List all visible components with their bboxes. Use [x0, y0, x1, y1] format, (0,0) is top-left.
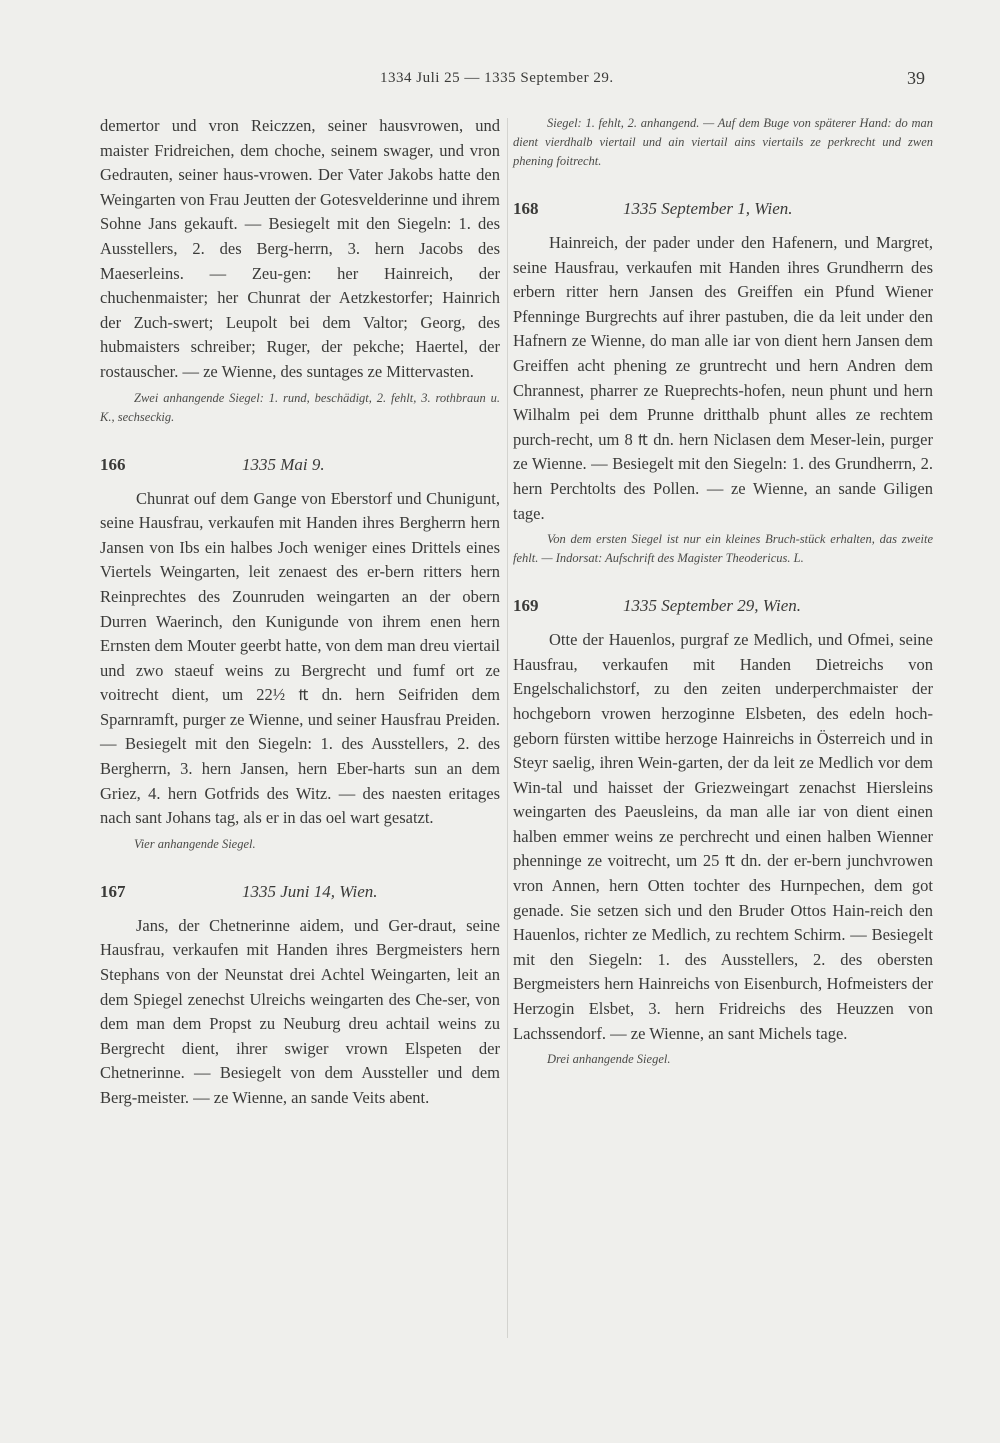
entry-date: 1335 September 1, Wien.: [623, 199, 793, 218]
entry-date: 1335 Mai 9.: [242, 454, 325, 474]
running-head-dates: 1334 Juli 25 — 1335 September 29.: [380, 70, 614, 86]
page-number: 39: [907, 68, 925, 88]
column-divider: [507, 118, 508, 1338]
entry-heading-166: [100, 455, 500, 483]
entry-note-166: Vier anhangende Siegel.: [134, 836, 256, 851]
entry-number: 166: [100, 454, 126, 474]
entry-heading-168: [513, 199, 933, 227]
entry-text-169: Otte der Hauenlos, purgraf ze Medlich, und Ofmei, seine Hausfrau, verkaufen mit Handen Dietreichs von Engelschalichstorf, zu den zeiten underperchmaister der hochgeborn vrowen herzoginne Elsbeten, des edeln hoch-geborn fürsten wittibe herzoge Hainreichs in Österreich und in Steyr saelig, ihren Wein-garten, der da leit ze Medlich vor dem Win-tal und haisset der Griezweingart zenachst Hiersleins weingarten des Paeusleins, da man alle iar von dient einen halben emmer weins ze perchrecht und einen halben Wienner phenninge ze voitrecht, um 25 ₶ dn. der er-bern junchvrowen vron Annen, hern Otten tochter des Hurnpechen, dem got genade. Sie setzen sich und den Bruder Ottos Hain-reich den Hauenlos, richter ze Medlich, zu rechtem Schirm. — Besiegelt mit den Siegeln: 1. des Ausstellers, 2. des obersten Bergmeisters hern Hainreichs von Eisenburch, Hofmeisters der Herzogin Elsbet, 3. hern Fridreichs des Heuzzen von Lachssendorf. — ze Wienne, an sant Michels tage.: [513, 630, 933, 1043]
continuation-note-right: Siegel: 1. fehlt, 2. anhangend. — Auf dem Buge von späterer Hand: do man dient vierdhalb viertail und ain viertail ains viertails ze perkrecht und zwen phening foitrecht.: [513, 116, 933, 168]
entry-heading-169: [513, 596, 933, 624]
entry-number: 169: [513, 596, 539, 616]
entry-note-168: Von dem ersten Siegel ist nur ein kleines Bruch-stück erhalten, das zweite fehlt. — Indorsat: Aufschrift des Magister Theodericus. L.: [513, 532, 933, 566]
entry-number: 168: [513, 199, 539, 218]
continuation-text: demertor und vron Reiczzen, seiner hausvrowen, und maister Fridreichen, dem choche, seinem swager, und vron Gedrauten, seiner haus-vrowen. Der Vater Jakobs hatte den Weingarten von Frau Jeutten der Gotesvelderinne und ihrem Sohne Jans gekauft. — Besiegelt mit den Siegeln: 1. des Ausstellers, 2. des Berg-herrn, 3. hern Jacobs des Maeserleins. — Zeu-gen: her Hainreich, der chuchenmaister; her Chunrat der Aetzkestorfer; Hainrich der Zuch-swert; Leupolt bei dem Valtor; Georg, des hubmaisters schreiber; Ruger, der pekche; Haertel, der rostauscher. — ze Wienne, des suntages ze Mittervasten.: [100, 116, 500, 381]
entry-text-167: Jans, der Chetnerinne aidem, und Ger-draut, seine Hausfrau, verkaufen mit Handen ihres Bergmeisters hern Stephans von der Neunstat drei Achtel Weingarten, leit an dem Spiegel zenechst Ulreichs weingarten des Che-ser, von dem man dem Propst zu Neuburg dreu achtail weins zu Bergrecht dient, ihrer swiger vrown Elspeten der Chetnerinne. — Besiegelt von dem Aussteller und dem Berg-meister. — ze Wienne, an sande Veits abent.: [100, 915, 500, 1107]
entry-heading-167: [100, 882, 500, 910]
right-column: [513, 114, 933, 1069]
entry-note-169: Drei anhangende Siegel.: [547, 1052, 671, 1067]
continuation-note: Zwei anhangende Siegel: 1. rund, beschädigt, 2. fehlt, 3. rothbraun u. K., sechseckig.: [100, 390, 500, 424]
entry-number: 167: [100, 881, 126, 901]
running-head: [0, 70, 1000, 94]
entry-date: 1335 Juni 14, Wien.: [242, 881, 378, 901]
entry-text-166: Chunrat ouf dem Gange von Eberstorf und Chunigunt, seine Hausfrau, verkaufen mit Handen ihres Bergherrn hern Jansen von Ibs ein halbes Joch weniger eines Drittels eines Viertels Weingarten, leit zenaest des er-bern ritters hern Reinprechtes des Zounruden weingarten an der obern Durren Waerinch, den Kunigunde von ihrem enen hern Ernsten dem Mouter geerbt hatte, von dem man dreu viertail und zwo staeuf weins zu Bergrecht und fumf ort ze voitrecht dient, um 22½ ₶ dn. hern Seifriden dem Sparnramft, purger ze Wienne, und seiner Hausfrau Preiden. — Besiegelt mit den Siegeln: 1. des Ausstellers, 2. des Bergherrn, 3. hern Jansen, hern Eber-harts sun an dem Griez, 4. hern Gotfrids des Witz. — des naesten eritages nach sant Johans tag, als er in das oel wart gesatzt.: [100, 488, 500, 828]
entry-text-168: Hainreich, der pader under den Hafenern, und Margret, seine Hausfrau, verkaufen mit Handen ihres Grundherrn des erbern ritter hern Jansen des Greiffen ein Pfund Wiener Pfenninge Burgrechts auf ihrer pastuben, die da leit under den Hafnern ze Wienne, do man alle iar von dient hern Jansen dem Greiffen acht phening ze gruntrecht und hern Andren dem Chrannest, pharrer ze Rueprechts-hofen, neun phunt und hern Wilhalm pei dem Prunne dritthalb phunt alles ze rechtem purch-recht, um 8 ₶ dn. hern Niclasen dem Meser-lein, purger ze Wienne. — Besiegelt mit den Siegeln: 1. des Grundherrn, 2. hern Perchtolts des Pollen. — ze Wienne, an sande Giligen tage.: [513, 233, 933, 523]
left-column: [100, 114, 500, 1111]
entry-date: 1335 September 29, Wien.: [623, 596, 801, 616]
